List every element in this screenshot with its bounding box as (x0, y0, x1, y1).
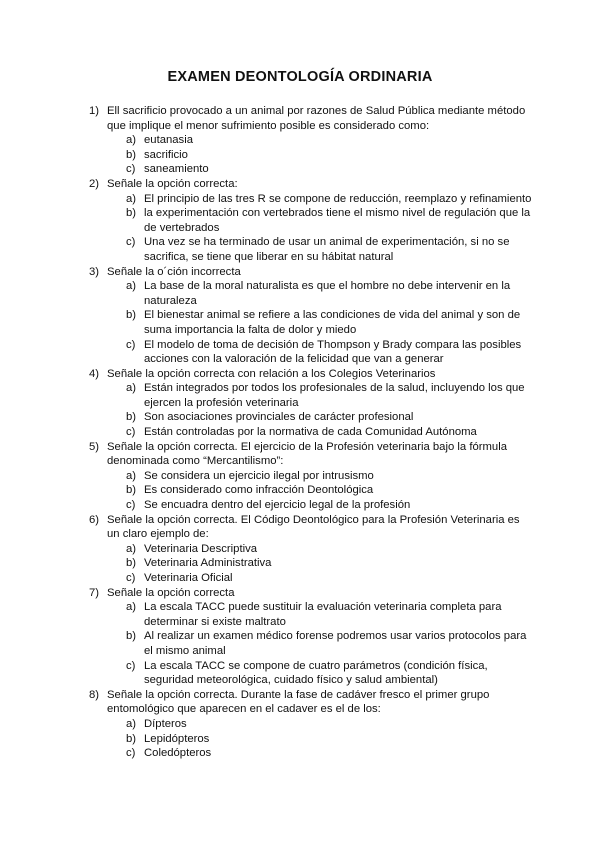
option-text: El modelo de toma de decisión de Thompson y Brady compara las posibles acciones con la valoración de la felicidad que van a generar (144, 338, 522, 366)
option-letter: c) (126, 572, 136, 584)
answer-option (0, 571, 534, 586)
answer-option (0, 206, 534, 235)
option-text: sacrificio (144, 148, 188, 161)
question-1 (0, 104, 600, 177)
option-letter: b) (126, 630, 137, 643)
option-text: El principio de las tres R se compone de reducción, reemplazo y refinamiento (144, 192, 532, 205)
answer-option (0, 469, 534, 484)
question-text: Señale la opción correcta. El ejercicio de la Profesión veterinaria bajo la fórmula denominada como “Mercantilismo”: (107, 440, 507, 468)
option-letter: c) (126, 163, 136, 176)
option-letter: a) (126, 192, 137, 205)
question-text: Señale la o´ción incorrecta (107, 265, 241, 278)
option-letter: c) (126, 747, 136, 760)
option-letter: a) (126, 280, 137, 293)
option-text: Lepidópteros (144, 732, 210, 745)
question-6 (0, 513, 600, 586)
question-text: Señale la opción correcta: (107, 177, 238, 190)
answer-option (0, 746, 534, 761)
question-3 (0, 265, 600, 367)
option-text: Es considerado como infracción Deontológica (144, 484, 374, 497)
option-letter: c) (126, 499, 136, 512)
question-text: Señale la opción correcta (107, 586, 235, 599)
option-letter: b) (126, 309, 137, 322)
question-list (0, 104, 600, 761)
option-text: Veterinaria Descriptiva (144, 542, 258, 555)
question-number: 1) (89, 105, 100, 117)
answer-option (0, 717, 534, 732)
option-text: Están integrados por todos los profesionales de la salud, incluyendo los que ejercen la profesión veterinaria (144, 382, 525, 409)
answer-option (0, 235, 534, 264)
answer-option (0, 410, 534, 425)
answer-option (0, 629, 534, 658)
exam-title: EXAMEN DEONTOLOGÍA ORDINARIA (167, 69, 433, 85)
question-number: 8) (89, 688, 100, 701)
option-letter: c) (126, 236, 136, 249)
option-letter: a) (126, 134, 137, 147)
question-stem (0, 440, 535, 469)
option-text: Están controladas por la normativa de cada Comunidad Autónoma (144, 426, 477, 439)
question-stem (0, 513, 535, 542)
option-letter: a) (126, 601, 137, 614)
option-letter: b) (126, 411, 137, 424)
option-letter: b) (126, 148, 137, 161)
option-text: Veterinaria Administrativa (144, 557, 272, 570)
question-number: 3) (89, 265, 100, 278)
question-stem (0, 265, 535, 280)
option-text: Son asociaciones provinciales de carácter profesional (144, 411, 414, 424)
option-letter: a) (126, 382, 137, 395)
option-text: Se encuadra dentro del ejercicio legal de la profesión (144, 499, 411, 512)
option-text: Dípteros (144, 717, 187, 730)
option-text: la experimentación con vertebrados tiene el mismo nivel de regulación que la de vertebrados (144, 207, 531, 234)
question-4 (0, 367, 600, 440)
question-text: Ell sacrificio provocado a un animal por razones de Salud Pública mediante método que implique el menor sufrimiento posible es considerado como: (107, 105, 526, 132)
answer-option (0, 162, 534, 177)
question-stem (0, 104, 535, 133)
answer-option (0, 542, 534, 557)
option-letter: b) (126, 207, 137, 220)
option-text: Coledópteros (144, 747, 212, 760)
option-letter: b) (126, 557, 137, 570)
question-2 (0, 177, 600, 265)
question-8 (0, 688, 600, 761)
option-text: Veterinaria Oficial (144, 572, 233, 584)
answer-option (0, 659, 534, 688)
answer-option (0, 192, 534, 207)
question-5 (0, 440, 600, 513)
question-stem (0, 586, 535, 601)
option-letter: c) (126, 659, 136, 672)
option-text: La escala TACC se compone de cuatro parámetros (condición física, seguridad meteorológica, cuidado físico y salud ambiental) (144, 659, 488, 687)
answer-option (0, 381, 534, 410)
question-7 (0, 586, 600, 688)
question-number: 5) (89, 440, 100, 453)
answer-option (0, 279, 534, 308)
option-letter: a) (126, 542, 137, 555)
question-stem (0, 367, 535, 382)
answer-option (0, 600, 534, 629)
answer-option (0, 732, 534, 747)
question-number: 2) (89, 177, 100, 190)
answer-option (0, 133, 534, 148)
answer-option (0, 483, 534, 498)
question-number: 7) (89, 586, 100, 599)
answer-option (0, 556, 534, 571)
option-text: Se considera un ejercicio ilegal por intrusismo (144, 469, 374, 482)
answer-option (0, 425, 534, 440)
option-text: El bienestar animal se refiere a las condiciones de vida del animal y son de suma importancia la falta de dolor y miedo (144, 309, 521, 336)
option-letter: a) (126, 469, 137, 482)
question-text: Señale la opción correcta. El Código Deontológico para la Profesión Veterinaria es un claro ejemplo de: (107, 513, 520, 541)
option-letter: c) (126, 338, 136, 351)
option-letter: b) (126, 732, 137, 745)
option-letter: a) (126, 717, 137, 730)
answer-option (0, 308, 534, 337)
question-number: 6) (89, 513, 100, 526)
option-text: Al realizar un examen médico forense podremos usar varios protocolos para el mismo animal (144, 630, 527, 657)
option-letter: b) (126, 484, 137, 497)
question-stem (0, 177, 535, 192)
option-text: La base de la moral naturalista es que el hombre no debe intervenir en la naturaleza (144, 280, 511, 307)
option-text: eutanasia (144, 134, 193, 147)
answer-option (0, 498, 534, 513)
option-text: La escala TACC puede sustituir la evaluación veterinaria completa para determinar si existe maltrato (144, 601, 502, 628)
question-stem (0, 688, 535, 717)
answer-option (0, 338, 534, 367)
question-text: Señale la opción correcta con relación a los Colegios Veterinarios (107, 367, 436, 380)
option-text: Una vez se ha terminado de usar un animal de experimentación, si no se sacrifica, se tiene que liberar en su hábitat natural (144, 236, 510, 263)
question-text: Señale la opción correcta. Durante la fase de cadáver fresco el primer grupo entomológico que aparecen en el cadaver es el de los: (107, 688, 490, 716)
answer-option (0, 148, 534, 163)
option-text: saneamiento (144, 163, 209, 176)
question-number: 4) (89, 367, 100, 380)
option-letter: c) (126, 426, 136, 439)
